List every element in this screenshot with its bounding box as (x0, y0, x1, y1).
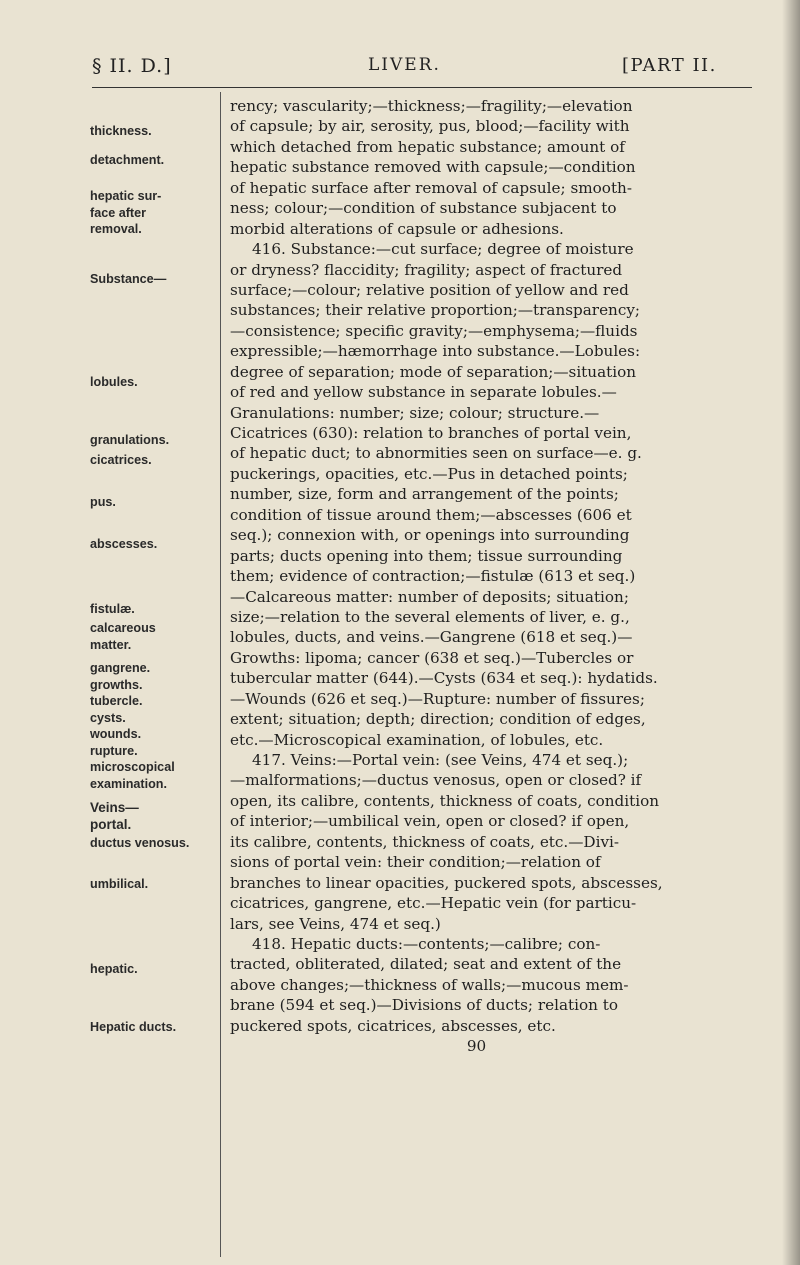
section-reference: § II. D.] (92, 55, 172, 77)
text-line: lobules, ducts, and veins.—Gangrene (618 et seq.)— (230, 628, 633, 647)
text-line: lars, see Veins, 474 et seq.) (230, 914, 441, 933)
text-line: condition of tissue around them;—abscesses (606 et (230, 505, 632, 524)
text-line: degree of separation; mode of separation;—situation (230, 362, 637, 381)
body-text (230, 96, 763, 1057)
margin-note: thickness. (90, 124, 152, 138)
margin-note: umbilical. (90, 877, 149, 891)
text-line: of hepatic duct; to abnormities seen on surface—e. g. (230, 444, 642, 463)
text-line: hepatic substance removed with capsule;—condition (230, 158, 636, 177)
header-rule (92, 87, 752, 88)
text-line: cicatrices, gangrene, etc.—Hepatic vein (for particu- (230, 894, 637, 913)
text-line: number, size, form and arrangement of the points; (230, 485, 619, 504)
text-line: —consistence; specific gravity;—emphysema;—fluids (230, 321, 638, 340)
text-line: sions of portal vein: their condition;—relation of (230, 853, 601, 872)
text-line: of red and yellow substance in separate lobules.— (230, 383, 617, 402)
text-line: morbid alterations of capsule or adhesions. (230, 219, 564, 238)
margin-note: cicatrices. (90, 453, 152, 467)
margin-note: ductus venosus. (90, 836, 190, 850)
text-line: its calibre, contents, thickness of coats, etc.—Divi- (230, 832, 620, 851)
text-line: tracted, obliterated, dilated; seat and extent of the (230, 955, 622, 974)
margin-note: pus. (90, 495, 116, 509)
margin-note: lobules. (90, 375, 138, 389)
text-line: 417. Veins:—Portal vein: (see Veins, 474 et seq.); (252, 751, 629, 769)
text-line: or dryness? flaccidity; fragility; aspect of fractured (230, 260, 623, 279)
margin-note: Hepatic ducts. (90, 1020, 177, 1034)
text-line: 416. Substance:—cut surface; degree of moisture (252, 240, 634, 259)
running-header (0, 55, 800, 85)
margin-note: granulations. (90, 433, 170, 447)
text-line: —malformations;—ductus venosus, open or closed? if (230, 771, 642, 790)
margin-note: hepatic. (90, 962, 138, 976)
text-line: —Calcareous matter: number of deposits; situation; (230, 587, 629, 606)
text-line: of capsule; by air, serosity, pus, blood;—facility with (230, 117, 630, 136)
text-line: Growths: lipoma; cancer (638 et seq.)—Tubercles or (230, 648, 634, 667)
text-line: which detached from hepatic substance; amount of (230, 137, 625, 156)
text-line: substances; their relative proportion;—transparency; (230, 301, 641, 320)
part-reference: [PART II. (622, 55, 717, 76)
text-line: of hepatic surface after removal of capsule; smooth- (230, 178, 632, 197)
text-line: —Wounds (626 et seq.)—Rupture: number of fissures; (230, 689, 645, 708)
text-line: Granulations: number; size; colour; structure.— (230, 403, 600, 422)
page-edge-shadow (782, 0, 800, 1265)
margin-note: Veins— portal. (90, 800, 139, 832)
text-line: of interior;—umbilical vein, open or closed? if open, (230, 812, 630, 831)
text-line: above changes;—thickness of walls;—mucous mem- (230, 975, 629, 994)
margin-note: gangrene. growths. tubercle. cysts. wounds. rupture. microscopical examination. (90, 661, 175, 791)
text-line: 418. Hepatic ducts:—contents;—calibre; con- (252, 934, 601, 953)
text-line: expressible;—hæmorrhage into substance.—Lobules: (230, 342, 641, 361)
text-line: etc.—Microscopical examination, of lobules, etc. (230, 730, 604, 749)
margin-note: abscesses. (90, 537, 158, 551)
text-line: size;—relation to the several elements of liver, e. g., (230, 607, 630, 626)
margin-note: hepatic sur- face after removal. (90, 189, 162, 236)
page-number: 90 (466, 1037, 487, 1056)
margin-note: fistulæ. (90, 602, 135, 616)
text-line: tubercular matter (644).—Cysts (634 et seq.): hydatids. (230, 669, 658, 688)
text-line: ness; colour;—condition of substance subjacent to (230, 199, 617, 218)
text-line: Cicatrices (630): relation to branches of portal vein, (230, 424, 632, 442)
margin-note: calcareous matter. (90, 621, 156, 652)
text-line: puckerings, opacities, etc.—Pus in detached points; (230, 464, 628, 483)
text-line: brane (594 et seq.)—Divisions of ducts; relation to (230, 996, 618, 1015)
margin-note: Substance— (90, 272, 167, 286)
text-line: open, its calibre, contents, thickness of coats, condition (230, 791, 660, 810)
running-title: LIVER. (368, 55, 441, 75)
text-line: rency; vascularity;—thickness;—fragility;—elevation (230, 97, 633, 115)
text-line: seq.); connexion with, or openings into surrounding (230, 526, 630, 545)
text-line: extent; situation; depth; direction; condition of edges, (230, 710, 646, 729)
text-line: surface;—colour; relative position of yellow and red (230, 280, 629, 299)
text-line: them; evidence of contraction;—fistulæ (613 et seq.) (230, 567, 636, 586)
margin-note: detachment. (90, 153, 165, 167)
text-line: parts; ducts opening into them; tissue surrounding (230, 546, 623, 565)
text-line: puckered spots, cicatrices, abscesses, etc. (230, 1016, 556, 1035)
text-line: branches to linear opacities, puckered spots, abscesses, (230, 873, 663, 892)
